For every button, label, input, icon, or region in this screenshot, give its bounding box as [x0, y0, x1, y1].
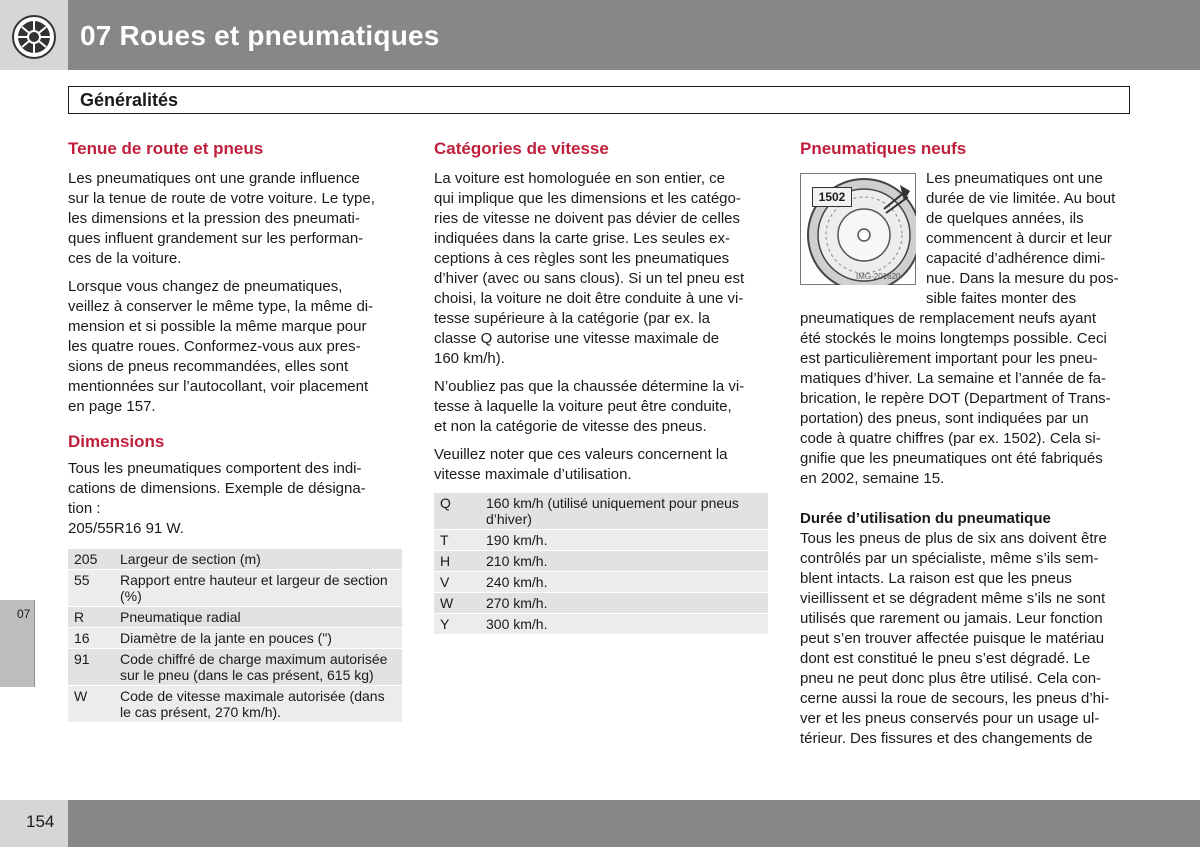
heading-categories-vitesse: Catégories de vitesse	[434, 139, 609, 158]
paragraph: Tous les pneumatiques comportent des indi- cations de dimensions. Exemple de désigna- tion : 205/55R16 91 W.	[68, 460, 366, 537]
heading-dimensions: Dimensions	[68, 432, 165, 451]
dot-code-label: 1502	[812, 187, 852, 207]
section-title: Généralités	[80, 90, 179, 110]
speed-category-table	[434, 493, 768, 635]
table-cell-desc: Pneumatique radial	[120, 609, 241, 625]
column-1	[68, 138, 402, 723]
table-cell-desc: 160 km/h (utilisé uniquement pour pneus d’hiver)	[486, 495, 739, 527]
table-row	[68, 628, 402, 649]
column-3	[800, 138, 1130, 757]
paragraph: Tous les pneus de plus de six ans doivent être contrôlés par un spécialiste, même s’ils sem- blent intacts. La raison est que les pneus vieillissent et se dégradent même s’ils ne sont utilisés que rarement ou jamais. Leur fonction peut s’en trouver affectée puisque le matériau dont est constitué le pneu s’est dégradé. Le pneu ne peut donc plus être utilisé. Cela con- cerne aussi la roue de secours, les pneus d’hi- ver et les pneus conservés pour un usage ul- térieur. Des fissures et des changements de	[800, 530, 1110, 747]
table-row	[68, 570, 402, 607]
dimensions-table	[68, 549, 402, 723]
table-cell-desc: 190 km/h.	[486, 532, 548, 548]
table-cell-desc: Code de vitesse maximale autorisée (dans le cas présent, 270 km/h).	[120, 688, 385, 720]
table-cell-code: V	[440, 574, 450, 590]
tire-dot-figure	[800, 173, 916, 285]
side-tab-label: 07	[17, 607, 31, 621]
table-row	[434, 493, 768, 530]
table-cell-code: H	[440, 553, 451, 569]
table-row	[68, 686, 402, 723]
section-header	[68, 86, 1130, 114]
paragraph: N’oubliez pas que la chaussée détermine la vi- tesse à laquelle la voiture peut être conduite, et non la catégorie de vitesse des pneus.	[434, 378, 745, 435]
table-cell-code: W	[74, 688, 88, 704]
table-cell-desc: Diamètre de la jante en pouces (")	[120, 630, 332, 646]
table-cell-code: 55	[74, 572, 90, 588]
table-cell-desc: 300 km/h.	[486, 616, 548, 632]
footer-bar	[68, 800, 1200, 847]
paragraph: Veuillez noter que ces valeurs concernent la vitesse maximale d’utilisation.	[434, 446, 728, 483]
table-cell-code: Y	[440, 616, 450, 632]
subheading-duree-utilisation: Durée d’utilisation du pneumatique	[800, 510, 1051, 527]
table-cell-desc: Code chiffré de charge maximum autorisée sur le pneu (dans le cas présent, 615 kg)	[120, 651, 388, 683]
table-cell-code: W	[440, 595, 454, 611]
table-row	[434, 614, 768, 635]
table-cell-desc: 270 km/h.	[486, 595, 548, 611]
table-cell-code: Q	[440, 495, 451, 511]
table-cell-desc: Rapport entre hauteur et largeur de section (%)	[120, 572, 388, 604]
table-row	[68, 549, 402, 570]
tire-icon	[0, 0, 68, 70]
heading-tenue-de-route: Tenue de route et pneus	[68, 139, 264, 158]
paragraph: Les pneumatiques ont une grande influence sur la tenue de route de votre voiture. Le type, les dimensions et la pression des pneumati- ques influent grandement sur les performan- ces de la voiture.	[68, 170, 375, 267]
image-code: IMG-201620	[856, 272, 901, 281]
table-cell-desc: 240 km/h.	[486, 574, 548, 590]
table-cell-code: 16	[74, 630, 90, 646]
table-row	[434, 551, 768, 572]
table-row	[434, 593, 768, 614]
table-cell-desc: 210 km/h.	[486, 553, 548, 569]
page-number: 154	[26, 812, 55, 831]
table-cell-code: 91	[74, 651, 90, 667]
column-2	[434, 138, 768, 635]
paragraph: Les pneumatiques ont une durée de vie limitée. Au bout de quelques années, ils commencent à durcir et leur capacité d’adhérence dimi- nue. Dans la mesure du pos- sible faites monter des	[926, 170, 1119, 307]
chapter-title: 07 Roues et pneumatiques	[80, 20, 440, 51]
paragraph: pneumatiques de remplacement neufs ayant été stockés le moins longtemps possible. Ceci est particulièrement important pour les pneu- matiques d’hiver. La semaine et l’année de fa- brication, le repère DOT (Department of Trans- portation) des pneus, sont indiquées par un code à quatre chiffres (par ex. 1502). Cela si- gnifie que les pneumatiques ont été fabriqués en 2002, semaine 15.	[800, 310, 1111, 487]
paragraph: Lorsque vous changez de pneumatiques, veillez à conserver le même type, la même di- mension et si possible la même marque pour les quatre roues. Conformez-vous aux pres- sions de pneus recommandées, elles sont mentionnées sur l’autocollant, voir placement en page 157.	[68, 278, 374, 415]
table-cell-code: T	[440, 532, 449, 548]
table-cell-desc: Largeur de section (m)	[120, 551, 261, 567]
chapter-side-tab	[0, 600, 35, 687]
table-row	[68, 649, 402, 686]
table-row	[434, 530, 768, 551]
chapter-icon-box	[0, 0, 68, 70]
table-cell-code: R	[74, 609, 85, 625]
heading-pneumatiques-neufs: Pneumatiques neufs	[800, 139, 967, 158]
table-cell-code: 205	[74, 551, 98, 567]
paragraph: La voiture est homologuée en son entier, ce qui implique que les dimensions et les catégo- ries de vitesse ne doivent pas dévier de celles indiquées dans la carte grise. Les seules ex- ceptions à ces règles sont les pneumatiques d’hiver (avec ou sans clous). Si un tel pneu est choisi, la voiture ne doit être conduite à une vi- tesse supérieure à la catégorie (par ex. la classe Q autorise une vitesse maximale de 160 km/h).	[434, 170, 745, 367]
table-row	[68, 607, 402, 628]
table-row	[434, 572, 768, 593]
